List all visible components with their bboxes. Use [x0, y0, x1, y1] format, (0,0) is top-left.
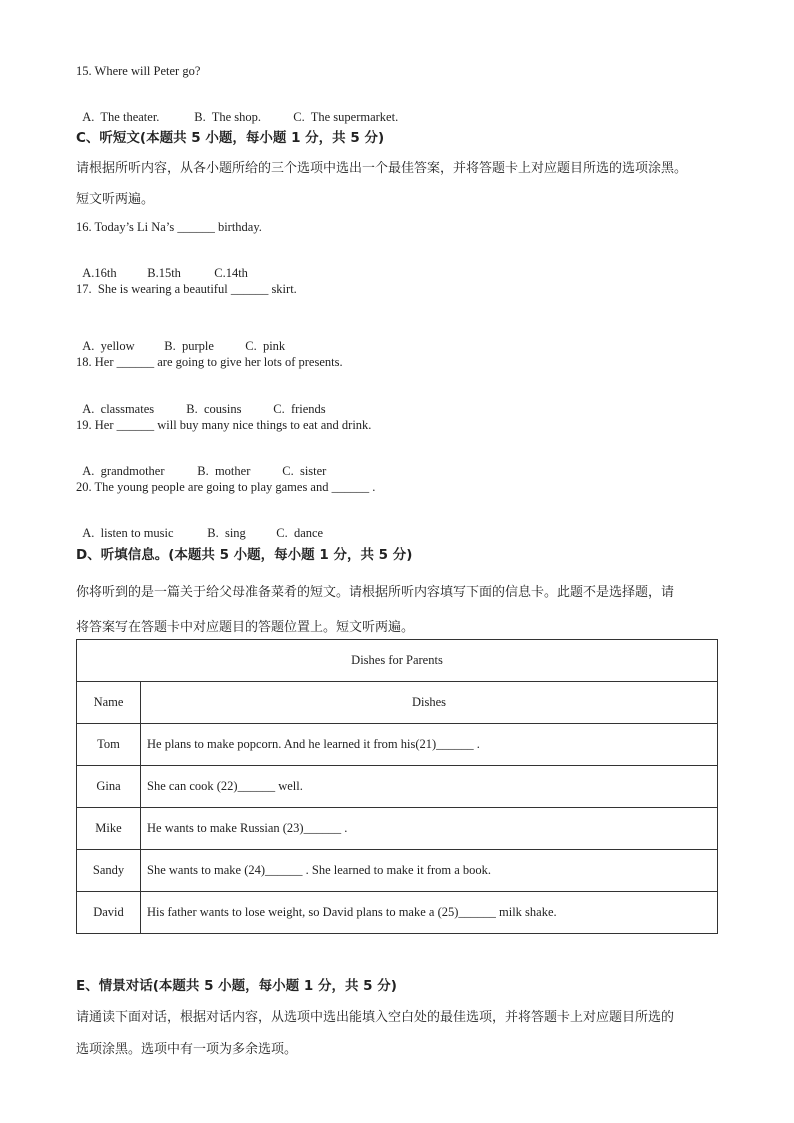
option-c: C. friends	[273, 402, 326, 416]
column-header-dishes: Dishes	[141, 682, 718, 724]
table-title: Dishes for Parents	[77, 640, 718, 682]
question-18: 18. Her ______ are going to give her lots of presents.	[76, 355, 343, 369]
table-title-row	[77, 640, 718, 682]
option-c: C. dance	[276, 526, 324, 540]
option-b: B. purple	[164, 339, 214, 353]
option-a: A. listen to music	[82, 526, 174, 540]
question-20: 20. The young people are going to play games and ______ .	[76, 480, 376, 494]
row-name: David	[77, 892, 141, 934]
option-a: A. yellow	[82, 339, 135, 353]
section-c-instruction-2: 短文听两遍。	[76, 192, 155, 207]
question-20-options	[76, 511, 323, 541]
row-name: Sandy	[77, 850, 141, 892]
row-dishes: He wants to make Russian (23)______ .	[141, 808, 718, 850]
table-header-row	[77, 682, 718, 724]
option-c: C. pink	[245, 339, 286, 353]
option-c: C. sister	[282, 464, 327, 478]
question-19: 19. Her ______ will buy many nice things to eat and drink.	[76, 418, 372, 432]
option-b: B. mother	[197, 464, 251, 478]
column-header-name: Name	[77, 682, 141, 724]
row-name: Gina	[77, 766, 141, 808]
option-b: B.15th	[147, 266, 181, 280]
question-16-options	[76, 251, 248, 281]
section-e-instruction: 请通读下面对话，根据对话内容，从选项中选出能填入空白处的最佳选项，并将答题卡上对应题目所选的	[76, 1010, 675, 1025]
option-b: B. sing	[207, 526, 246, 540]
section-e-heading: E、情景对话(本题共 5 小题，每小题 1 分，共 5 分)	[76, 978, 397, 994]
dishes-table	[76, 639, 718, 934]
row-name: Mike	[77, 808, 141, 850]
question-18-options	[76, 387, 326, 417]
option-b: B. cousins	[186, 402, 242, 416]
option-a: A. grandmother	[82, 464, 165, 478]
section-c-instruction: 请根据所听内容，从各小题所给的三个选项中选出一个最佳答案，并将答题卡上对应题目所选的选项涂黑。	[76, 161, 688, 176]
table-row	[77, 766, 718, 808]
option-c: C.14th	[214, 266, 248, 280]
option-a: A. classmates	[82, 402, 155, 416]
option-a: A.16th	[82, 266, 117, 280]
row-dishes: He plans to make popcorn. And he learned it from his(21)______ .	[141, 724, 718, 766]
section-d-instruction: 你将听到的是一篇关于给父母准备菜肴的短文。请根据所听内容填写下面的信息卡。此题不是选择题，请	[76, 585, 675, 600]
option-b: B. The shop.	[194, 110, 262, 124]
row-dishes: She wants to make (24)______ . She learned to make it from a book.	[141, 850, 718, 892]
table-row	[77, 892, 718, 934]
question-16: 16. Today’s Li Na’s ______ birthday.	[76, 220, 262, 234]
question-15-options	[76, 95, 398, 125]
table-row	[77, 808, 718, 850]
row-dishes: She can cook (22)______ well.	[141, 766, 718, 808]
section-c-heading: C、听短文(本题共 5 小题，每小题 1 分，共 5 分)	[76, 130, 385, 146]
row-name: Tom	[77, 724, 141, 766]
question-17-options	[76, 324, 285, 354]
table-row	[77, 724, 718, 766]
question-15: 15. Where will Peter go?	[76, 64, 201, 78]
question-19-options	[76, 449, 326, 479]
section-d-heading: D、听填信息。(本题共 5 小题，每小题 1 分，共 5 分)	[76, 547, 413, 563]
section-d-instruction-2: 将答案写在答题卡中对应题目的答题位置上。短文听两遍。	[76, 620, 415, 635]
section-e-instruction-2: 选项涂黑。选项中有一项为多余选项。	[76, 1042, 298, 1057]
row-dishes: His father wants to lose weight, so David plans to make a (25)______ milk shake.	[141, 892, 718, 934]
question-17: 17. She is wearing a beautiful ______ skirt.	[76, 282, 297, 296]
option-a: A. The theater.	[82, 110, 160, 124]
option-c: C. The supermarket.	[293, 110, 399, 124]
table-row	[77, 850, 718, 892]
